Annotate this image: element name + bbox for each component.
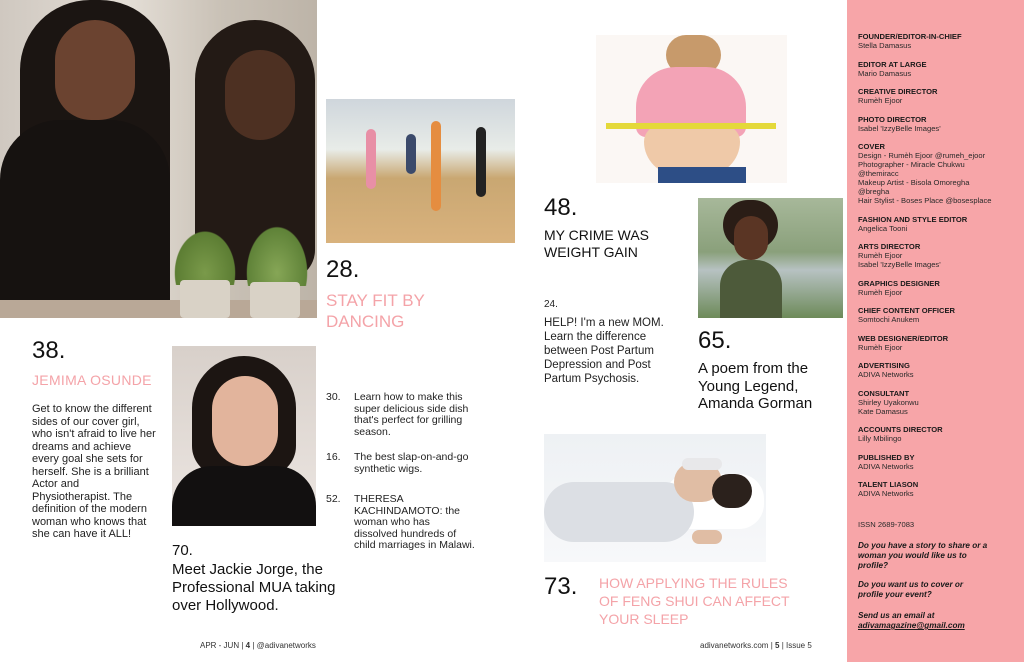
cta-event: Do you want us to cover or profile your event? — [858, 580, 964, 599]
masthead-role: COVER — [858, 142, 886, 151]
toc-item[interactable] — [326, 452, 476, 478]
masthead-role: TALENT LIASON — [858, 480, 919, 489]
masthead-name: @bregha — [858, 187, 890, 196]
masthead-name: @themiracc — [858, 169, 899, 178]
masthead-name: ADIVA Networks — [858, 370, 914, 379]
masthead-role: PHOTO DIRECTOR — [858, 114, 927, 124]
toc-number: 16. — [326, 451, 341, 463]
masthead-entry — [858, 480, 1018, 498]
amanda-gorman-photo — [698, 198, 843, 318]
masthead-name: Rumèh Ejoor — [858, 96, 903, 105]
mom-story-number: 24. — [544, 299, 558, 310]
weight-story-number: 48. — [544, 194, 578, 221]
masthead-name: Rumèh Ejoor — [858, 251, 903, 260]
poem-story-number: 65. — [698, 327, 732, 354]
masthead-role: ARTS DIRECTOR — [858, 242, 921, 251]
masthead-name: Isabel 'IzzyBelle Images' — [858, 123, 941, 133]
masthead-name: Isabel 'IzzyBelle Images' — [858, 260, 941, 269]
masthead-role: PUBLISHED BY — [858, 452, 915, 462]
masthead-name: Kate Damasus — [858, 406, 908, 416]
masthead-entry — [858, 242, 1018, 269]
masthead-name: Rumèh Ejoor — [858, 287, 903, 297]
masthead-name: Photographer - Miracle Chukwu — [858, 160, 965, 169]
masthead-entry — [858, 453, 1018, 471]
masthead-role: CREATIVE DIRECTOR — [858, 87, 938, 96]
email-link[interactable]: adivamagazine@gmail.com — [858, 621, 965, 630]
masthead-entry — [858, 32, 1018, 50]
mom-story-body: HELP! I'm a new MOM. Learn the difference between Post Partum Depression and Post Partum Psychosis. — [544, 317, 664, 385]
toc-number: 52. — [326, 493, 341, 505]
cover-story-title: JEMIMA OSUNDE — [32, 372, 152, 388]
masthead-name: Stella Damasus — [858, 41, 912, 50]
sleep-story-title: HOW APPLYING THE RULES OF FENG SHUI CAN AFFECT YOUR SLEEP — [599, 575, 790, 627]
masthead-entry — [858, 279, 1018, 297]
masthead-role: CHIEF CONTENT OFFICER — [858, 306, 956, 315]
toc-item[interactable] — [326, 494, 476, 564]
masthead-role: FASHION AND STYLE EDITOR — [858, 214, 968, 224]
masthead-entry — [858, 425, 1018, 443]
weight-story-title: MY CRIME WAS WEIGHT GAIN — [544, 227, 650, 260]
toc-text: THERESA KACHINDAMOTO: the woman who has dissolved hundreds of child marriages in Malawi. — [354, 493, 475, 551]
masthead-name: Mario Damasus — [858, 68, 912, 78]
masthead-entry — [858, 142, 1018, 205]
toc-text: Learn how to make this super delicious side dish that's perfect for grilling season. — [354, 391, 469, 438]
masthead-role: WEB DESIGNER/EDITOR — [858, 333, 949, 343]
masthead-entry — [858, 361, 1018, 379]
masthead-entry — [858, 334, 1018, 352]
dance-class-photo — [326, 99, 515, 243]
sleep-story-number: 73. — [544, 573, 578, 600]
masthead-name: ADIVA Networks — [858, 461, 914, 471]
cta-email-label: Send us an email at — [858, 611, 935, 620]
masthead-name: ADIVA Networks — [858, 489, 914, 498]
masthead-role: GRAPHICS DESIGNER — [858, 278, 940, 288]
jackie-story-number: 70. — [172, 542, 193, 559]
masthead-name: Design - Rumèh Ejoor @rumeh_ejoor — [858, 151, 986, 160]
issn: ISSN 2689-7083 — [858, 520, 915, 529]
masthead-name: Makeup Artist - Bisola Omoregha — [858, 178, 970, 187]
toc-text: The best slap-on-and-go synthetic wigs. — [354, 451, 469, 475]
masthead-entry — [858, 115, 1018, 133]
masthead-name: Angelica Tooni — [858, 223, 908, 233]
masthead-role: CONSULTANT — [858, 388, 910, 398]
masthead-entry — [858, 306, 1018, 324]
cover-story-number: 38. — [32, 337, 66, 364]
masthead-entry — [858, 60, 1018, 78]
masthead-name: Hair Stylist - Boses Place @bosesplace — [858, 196, 992, 205]
sleeping-woman-photo — [544, 434, 766, 562]
cover-photo — [0, 0, 317, 318]
toc-item[interactable] — [326, 392, 476, 442]
masthead-role: ADVERTISING — [858, 361, 910, 370]
poem-story-body: A poem from the Young Legend, Amanda Gorman — [698, 360, 813, 412]
weight-gain-photo — [596, 35, 787, 183]
masthead-entry — [858, 87, 1018, 105]
masthead-name: Shirley Uyakonwu — [858, 397, 919, 407]
right-page-footer: adivanetworks.com | 5 | Issue 5 — [700, 641, 812, 650]
masthead-entry — [858, 215, 1018, 233]
jackie-story-body: Meet Jackie Jorge, the Professional MUA taking over Hollywood. — [172, 561, 336, 614]
masthead-list — [858, 32, 1018, 508]
masthead-role: EDITOR AT LARGE — [858, 59, 927, 69]
toc-number: 30. — [326, 391, 341, 403]
left-page-footer: APR - JUN | 4 | @adivanetworks — [200, 641, 316, 650]
masthead-role: FOUNDER/EDITOR-IN-CHIEF — [858, 32, 962, 41]
dance-story-number: 28. — [326, 256, 360, 283]
cta-story: Do you have a story to share or a woman you would like us to profile? — [858, 541, 988, 570]
cover-story-body: Get to know the different sides of our cover girl, who isn't afraid to live her dreams and achieve every goal she sets for herself. She is a brilliant Actor and Physiotherapist. The definition of the modern woman who knows that she can have it ALL! — [32, 403, 156, 540]
masthead-entry — [858, 389, 1018, 416]
jackie-jorge-photo — [172, 346, 316, 526]
dance-story-title: STAY FIT BY DANCING — [326, 291, 425, 331]
masthead-sidebar — [847, 0, 1024, 662]
masthead-name: Rumèh Ejoor — [858, 342, 903, 352]
masthead-role: ACCOUNTS DIRECTOR — [858, 425, 943, 434]
masthead-name: Somtochi Anukem — [858, 315, 920, 324]
masthead-name: Lilly Mbilingo — [858, 434, 902, 443]
